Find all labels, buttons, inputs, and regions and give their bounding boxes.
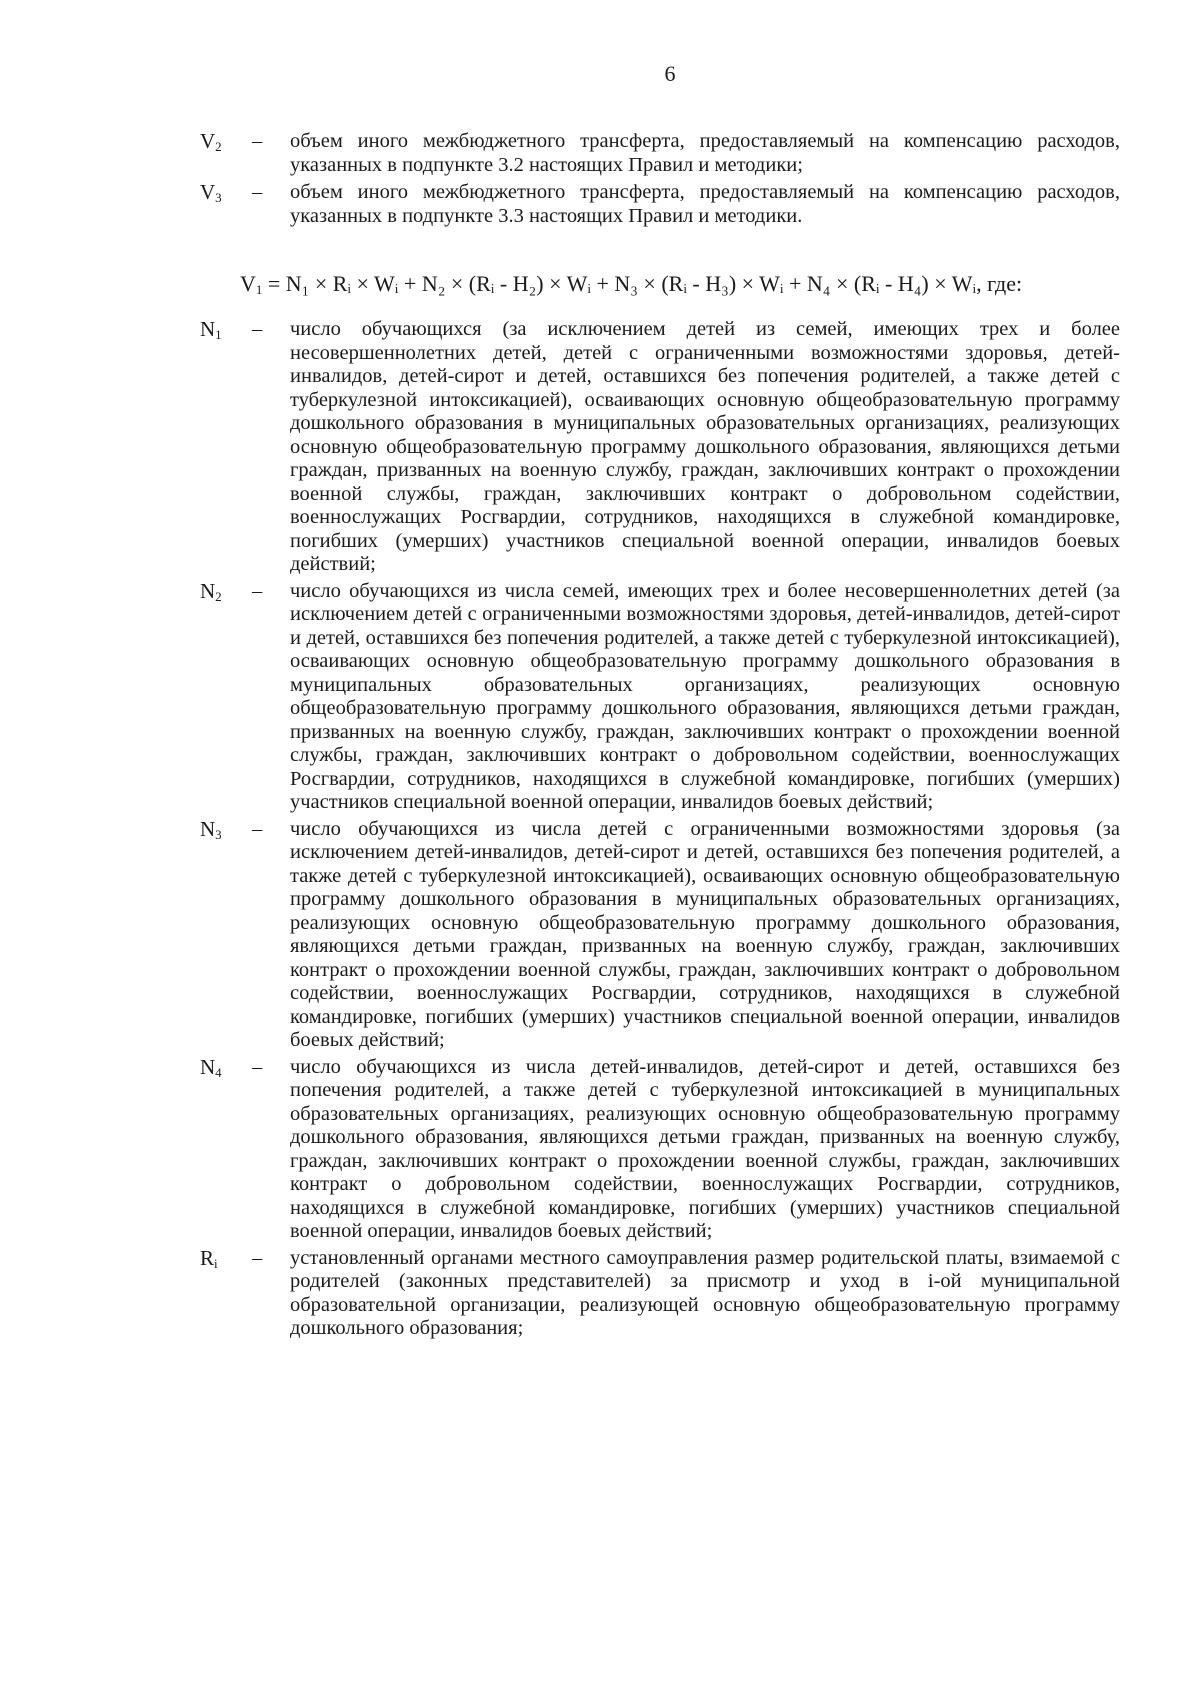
definition-symbol: $N_4$ xyxy=(200,1054,222,1080)
definition-symbol: $N_2$ xyxy=(200,578,222,604)
definition-text: установленный органами местного самоуправления размер родительской платы, взимаемой с родителей (законных представителей) за присмотр и уход в i-ой муниципальной образовательной организации, реализующей основную общеобразовательную программу дошкольного образования; xyxy=(290,1246,1120,1339)
definition-symbol: $N_3$ xyxy=(200,816,222,842)
formula-v1 xyxy=(240,272,1140,302)
definition-symbol: $R_i$ xyxy=(200,1245,218,1271)
definition-dash: – xyxy=(252,130,263,152)
definition-dash: – xyxy=(252,181,263,203)
definition-n2 xyxy=(200,580,1120,815)
formula-rhs: = N₁ × Rᵢ × Wᵢ + N₂ × (Rᵢ - H₂) × Wᵢ + N₃ × (Rᵢ - H₃) × Wᵢ + N₄ × (Rᵢ - H₄) × Wᵢ, где: xyxy=(267,271,1023,296)
definition-dash: – xyxy=(252,1246,263,1269)
variable-definitions xyxy=(200,318,1120,1341)
page-number: 6 xyxy=(664,61,676,86)
definition-text: число обучающихся из числа семей, имеющих трех и более несовершеннолетних детей (за исключением детей с ограниченными возможностями здоровья, детей-инвалидов, детей-сирот и детей, оставшихся без попечения родителей, а также детей с туберкулезной интоксикацией), осваивающих основную общеобразовательную программу дошкольного образования в муниципальных образовательных организациях, реализующих основную общеобразовательную программу дошкольного образования, являющихся детьми граждан, призванных на военную службу, граждан, заключивших контракт о прохождении военной службы, граждан, заключивших контракт о добровольном содействии, военнослужащих Росгвардии, сотрудников, находящихся в служебной командировке, погибших (умерших) участников специальной военной операции, инвалидов боевых действий; xyxy=(290,579,1120,813)
definition-symbol: $V_3$ xyxy=(200,180,222,205)
top-definitions xyxy=(200,130,1120,228)
formula-lhs: $V_1$ xyxy=(240,271,263,297)
definition-n4 xyxy=(200,1056,1120,1244)
definition-dash: – xyxy=(252,817,263,840)
definition-dash: – xyxy=(252,579,263,602)
definition-dash: – xyxy=(252,1055,263,1078)
definition-symbol: $V_2$ xyxy=(200,129,222,154)
definition-dash: – xyxy=(252,318,263,340)
definition-n3 xyxy=(200,818,1120,1053)
definition-text: число обучающихся из числа детей с ограниченными возможностями здоровья (за исключением детей-инвалидов, детей-сирот и детей, оставшихся без попечения родителей, а также детей с туберкулезной интоксикацией), осваивающих основную общеобразовательную программу дошкольного образования в муниципальных образовательных организациях, реализующих основную общеобразовательную программу дошкольного образования, являющихся детьми граждан, призванных на военную службу, граждан, заключивших контракт о прохождении военной службы, граждан, заключивших контракт о добровольном содействии, военнослужащих Росгвардии, сотрудников, находящихся в служебной командировке, погибших (умерших) участников специальной военной операции, инвалидов боевых действий; xyxy=(290,817,1120,1051)
definition-v2 xyxy=(200,130,1120,177)
definition-text: число обучающихся из числа детей-инвалидов, детей-сирот и детей, оставшихся без попечения родителей, а также детей с туберкулезной интоксикацией в муниципальных образовательных организациях, реализующих основную общеобразовательную программу дошкольного образования, являющихся детьми граждан, призванных на военную службу, граждан, заключивших контракт о прохождении военной службы, граждан, заключивших контракт о добровольном содействии, военнослужащих Росгвардии, сотрудников, находящихся в служебной командировке, погибших (умерших) участников специальной военной операции, инвалидов боевых действий; xyxy=(290,1055,1120,1242)
definition-ri xyxy=(200,1247,1120,1341)
definition-v3 xyxy=(200,181,1120,228)
definition-n1 xyxy=(200,318,1120,577)
definition-text: число обучающихся (за исключением детей из семей, имеющих трех и более несовершеннолетних детей, детей с ограниченными возможностями здоровья, детей-инвалидов, детей-сирот и детей, оставшихся без попечения родителей, а также детей с туберкулезной интоксикацией), осваивающих основную общеобразовательную программу дошкольного образования в муниципальных образовательных организациях, реализующих основную общеобразовательную программу дошкольного образования, являющихся детьми граждан, призванных на военную службу, граждан, заключивших контракт о прохождении военной службы, граждан, заключивших контракт о добровольном содействии, военнослужащих Росгвардии, сотрудников, находящихся в служебной командировке, погибших (умерших) участников специальной военной операции, инвалидов боевых действий; xyxy=(290,318,1120,575)
definition-text: объем иного межбюджетного трансферта, предоставляемый на компенсацию расходов, указанных в подпункте 3.3 настоящих Правил и методики. xyxy=(290,181,1120,227)
definition-text: объем иного межбюджетного трансферта, предоставляемый на компенсацию расходов, указанных в подпункте 3.2 настоящих Правил и методики; xyxy=(290,130,1120,176)
definition-symbol: $N_1$ xyxy=(200,317,222,342)
